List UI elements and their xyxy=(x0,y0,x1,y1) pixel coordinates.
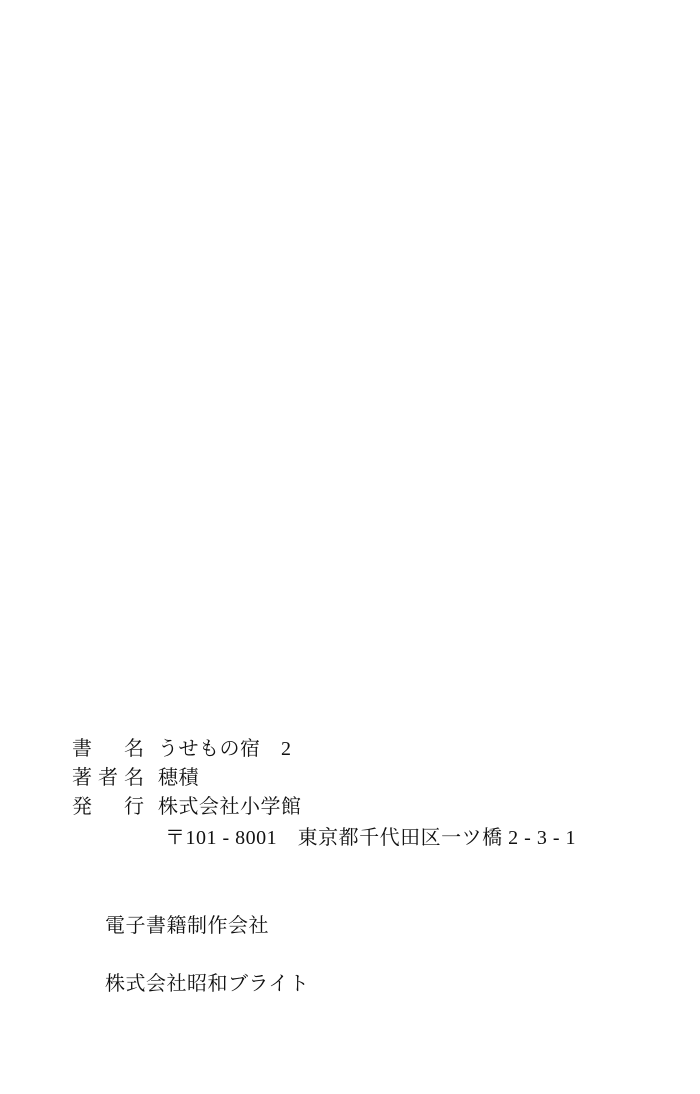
colophon-row-producer xyxy=(72,883,672,1028)
colophon-row-address xyxy=(72,824,672,853)
colophon-value-title: うせもの宿 2 xyxy=(158,738,292,760)
colophon-value-address: 〒101 - 8001 東京都千代田区一ツ橋 2 - 3 - 1 xyxy=(165,827,576,849)
colophon-label-producer: 電子書籍制作会社 xyxy=(105,915,269,937)
colophon-value-producer: 株式会社昭和ブライト xyxy=(105,973,310,995)
colophon-block xyxy=(72,735,672,1028)
colophon-label-title: 書 名 xyxy=(72,738,150,760)
colophon-label-author: 著者名 xyxy=(72,767,150,789)
colophon-row-title xyxy=(72,735,672,764)
colophon-row-publisher xyxy=(72,793,672,822)
colophon-value-publisher: 株式会社小学館 xyxy=(158,796,302,818)
colophon-row-author xyxy=(72,764,672,793)
colophon-value-author: 穂積 xyxy=(158,767,199,789)
colophon-label-publisher: 発 行 xyxy=(72,796,150,818)
